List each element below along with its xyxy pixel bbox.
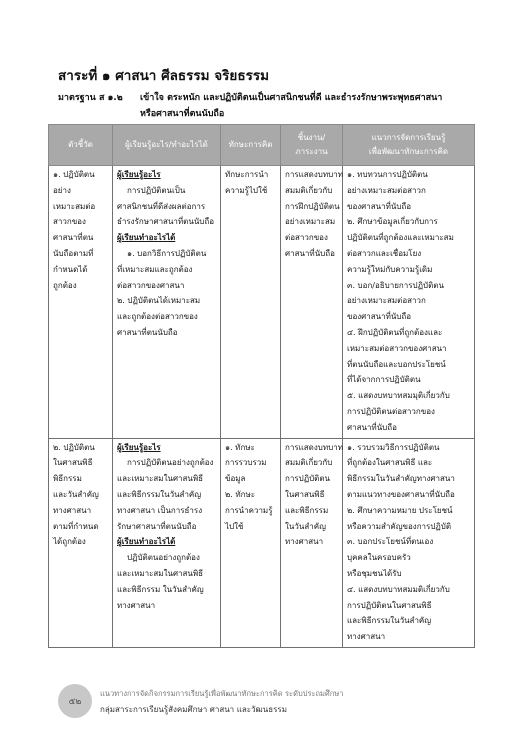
cell-line: ความรู้ไปใช้	[225, 185, 268, 195]
approach-cell	[343, 438, 475, 647]
cell-line: อย่างเหมาะสม	[285, 217, 336, 227]
cell-line: อย่าง	[53, 185, 71, 195]
cell-line: ได้ถูกต้อง	[53, 537, 86, 547]
cell-line: ถูกต้อง	[53, 280, 77, 290]
header-approach: แนวการจัดการเรียนรู้ เพื่อพัฒนาทักษะการคิด	[343, 125, 475, 166]
cell-line: ของศาสนาที่นับถือ	[347, 312, 412, 322]
cell-line: ปฏิบัติตนที่ถูกต้องและเหมาะสม	[347, 233, 454, 243]
cell-line: พิธีกรรมในวันสำคัญทางศาสนา	[347, 474, 455, 484]
header-thinking-skill: ทักษะการคิด	[221, 125, 281, 166]
cell-line: ศาสนาที่ตนนับถือ	[117, 327, 178, 337]
cell-line: ในศาสนพิธี	[53, 458, 93, 468]
approach-cell	[343, 166, 475, 439]
cell-line: หรือชุมชนได้รับ	[347, 568, 402, 578]
cell-line: ที่ได้จากการปฏิบัติตน	[347, 375, 421, 385]
learning-cell	[113, 438, 221, 647]
cell-line: ต่อสาวกของ	[285, 233, 328, 243]
cell-line: และถูกต้องต่อสาวกของ	[117, 312, 198, 322]
cell-line: ไปใช้	[225, 521, 244, 531]
learning-cell	[113, 166, 221, 439]
cell-line: ตามที่กำหนด	[53, 521, 99, 531]
cell-line: ๒. ปฏิบัติตนได้เหมาะสม	[117, 296, 201, 306]
cell-line: ๒. ปฏิบัติตน	[53, 442, 95, 452]
cell-line: เหมาะสมต่อสาวกของศาสนา	[347, 343, 447, 353]
thinking-skill-cell	[221, 166, 281, 439]
indicator-cell	[49, 438, 113, 647]
cell-line: การปฏิบัติตนต่อสาวกของ	[347, 406, 435, 416]
header-work: ชิ้นงาน/ ภาระงาน	[281, 125, 343, 166]
cell-line: การแสดงบทบาท	[285, 170, 343, 179]
table-header-row	[49, 125, 475, 166]
cell-line: สมมติเกี่ยวกับ	[285, 185, 333, 195]
cell-line: อย่างเหมาะสมต่อสาวก	[347, 185, 426, 195]
cell-line: ปฏิบัติตนอย่างถูกต้อง	[127, 553, 200, 563]
cell-line: ธำรงรักษาศาสนาที่ตนนับถือ	[117, 217, 215, 227]
thinking-skill-cell	[221, 438, 281, 647]
cell-line: เหมาะสมต่อ	[53, 201, 96, 211]
cell-line: ทางศาสนา	[53, 505, 92, 515]
cell-line: และเหมาะสมในศาสนพิธี	[117, 568, 204, 578]
cell-line: ๑. รวบรวมวิธีการปฏิบัติตน	[347, 442, 440, 452]
cell-line: กำหนดได้	[53, 264, 88, 274]
table-row	[49, 166, 475, 439]
learn-heading-do: ผู้เรียนทำอะไรได้	[117, 233, 176, 243]
cell-line: การปฏิบัติตนในศาสนพิธี	[347, 600, 432, 610]
footer-subject: กลุ่มสาระการเรียนรู้สังคมศึกษา ศาสนา และวัฒนธรรม	[100, 705, 287, 714]
cell-line: ๒. ศึกษาข้อมูลเกี่ยวกับการ	[347, 217, 438, 227]
indicator-table	[48, 124, 475, 648]
header-learning: ผู้เรียนรู้อะไร/ทำอะไรได้	[113, 125, 221, 166]
cell-line: ๑. ทักษะ	[225, 442, 255, 452]
cell-line: การปฏิบัติตนอย่างถูกต้อง	[127, 458, 214, 468]
cell-line: การปฏิบัติตนเป็น	[127, 185, 186, 195]
cell-line: บุคคลในครอบครัว	[347, 553, 411, 563]
cell-line: และพิธีกรรมในวันสำคัญ	[347, 616, 432, 626]
cell-line: ทางศาสนา	[117, 600, 156, 610]
cell-line: การฝึกปฏิบัติตน	[285, 201, 340, 211]
cell-line: ทางศาสนา เป็นการธำรง	[117, 505, 203, 515]
footer-book-title: แนวทางการจัดกิจกรรมการเรียนรู้เพื่อพัฒนาทักษะการคิด ระดับประถมศึกษา	[100, 689, 344, 698]
cell-line: ที่ตนนับถือและบอกประโยชน์	[347, 359, 446, 369]
cell-line: ๔. ฝึกปฏิบัติตนที่ถูกต้องและ	[347, 327, 443, 337]
cell-line: ๒. ทักษะ	[225, 489, 256, 499]
cell-line: ๑. ทบทวนการปฏิบัติตน	[347, 170, 428, 179]
cell-line: รักษาศาสนาที่ตนนับถือ	[117, 521, 197, 531]
cell-line: ของศาสนาที่นับถือ	[347, 201, 412, 211]
learn-heading-what: ผู้เรียนรู้อะไร	[117, 442, 161, 452]
learn-heading-what: ผู้เรียนรู้อะไร	[117, 170, 161, 179]
standard-label: มาตรฐาน ส ๑.๒	[58, 93, 123, 103]
cell-line: ทางศาสนา	[285, 537, 324, 547]
standard-line-2: หรือศาสนาที่ตนนับถือ	[140, 109, 225, 119]
cell-line: นับถือตามที่	[53, 248, 94, 258]
indicator-cell	[49, 166, 113, 439]
learn-heading-do: ผู้เรียนทำอะไรได้	[117, 537, 176, 547]
cell-line: การนำความรู้	[225, 505, 273, 515]
cell-line: หรือความสำคัญของการปฏิบัติ	[347, 521, 452, 531]
cell-line: ตามแนวทางของศาสนาที่นับถือ	[347, 489, 455, 499]
cell-line: ในวันสำคัญ	[285, 521, 326, 531]
cell-line: ที่เหมาะสมและถูกต้อง	[117, 264, 193, 274]
cell-line: ข้อมูล	[225, 474, 246, 484]
cell-line: ศาสนิกชนที่ดีส่งผลต่อการ	[117, 201, 206, 211]
cell-line: และเหมาะสมในศาสนพิธี	[117, 474, 204, 484]
cell-line: และพิธีกรรมในวันสำคัญ	[117, 489, 202, 499]
cell-line: ๑. ปฏิบัติตน	[53, 170, 95, 179]
cell-line: ศาสนาที่นับถือ	[285, 248, 335, 258]
cell-line: สมมติเกี่ยวกับ	[285, 458, 333, 468]
cell-line: ๓. บอกประโยชน์ที่ตนเอง	[347, 537, 434, 547]
cell-line: ต่อสาวกและเชื่อมโยง	[347, 248, 422, 258]
table-row	[49, 438, 475, 647]
cell-line: และพิธีกรรม ในวันสำคัญ	[117, 584, 204, 594]
header-indicator: ตัวชี้วัด	[49, 125, 113, 166]
standard-line-1: เข้าใจ ตระหนัก และปฏิบัติตนเป็นศาสนิกชนที่ดี และธำรงรักษาพระพุทธศาสนา	[140, 93, 443, 103]
cell-line: ๔. แสดงบทบาทสมมติเกี่ยวกับ	[347, 584, 450, 594]
cell-line: ๕. แสดงบทบาทสมมุติเกี่ยวกับ	[347, 391, 450, 401]
cell-line: และพิธีกรรม	[285, 505, 329, 515]
cell-line: ๓. บอก/อธิบายการปฏิบัติตน	[347, 280, 444, 290]
cell-line: พิธีกรรม	[53, 474, 82, 484]
cell-line: ที่ถูกต้องในศาสนพิธี และ	[347, 458, 433, 468]
cell-line: อย่างเหมาะสมต่อสาวก	[347, 296, 426, 306]
cell-line: การแสดงบทบาท	[285, 442, 343, 452]
cell-line: การปฏิบัติตน	[285, 474, 331, 484]
cell-line: ศาสนาที่นับถือ	[347, 422, 397, 432]
strand-title: สาระที่ ๑ ศาสนา ศีลธรรม จริยธรรม	[58, 68, 269, 84]
page-number: ๕๒	[58, 684, 92, 718]
work-cell	[281, 166, 343, 439]
cell-line: สาวกของ	[53, 217, 86, 227]
cell-line: และวันสำคัญ	[53, 489, 99, 499]
cell-line: ในศาสนพิธี	[285, 489, 325, 499]
cell-line: การรวบรวม	[225, 458, 267, 468]
cell-line: ความรู้ใหม่กับความรู้เดิม	[347, 264, 433, 274]
standard-text	[140, 90, 470, 122]
cell-line: ต่อสาวกของศาสนา	[117, 280, 185, 290]
cell-line: ทักษะการนำ	[225, 170, 269, 179]
cell-line: ๑. บอกวิธีการปฏิบัติตน	[127, 248, 207, 258]
cell-line: ๒. ศึกษาความหมาย ประโยชน์	[347, 505, 453, 515]
cell-line: ทางศาสนา	[347, 632, 386, 642]
work-cell	[281, 438, 343, 647]
cell-line: ศาสนาที่ตน	[53, 233, 94, 243]
